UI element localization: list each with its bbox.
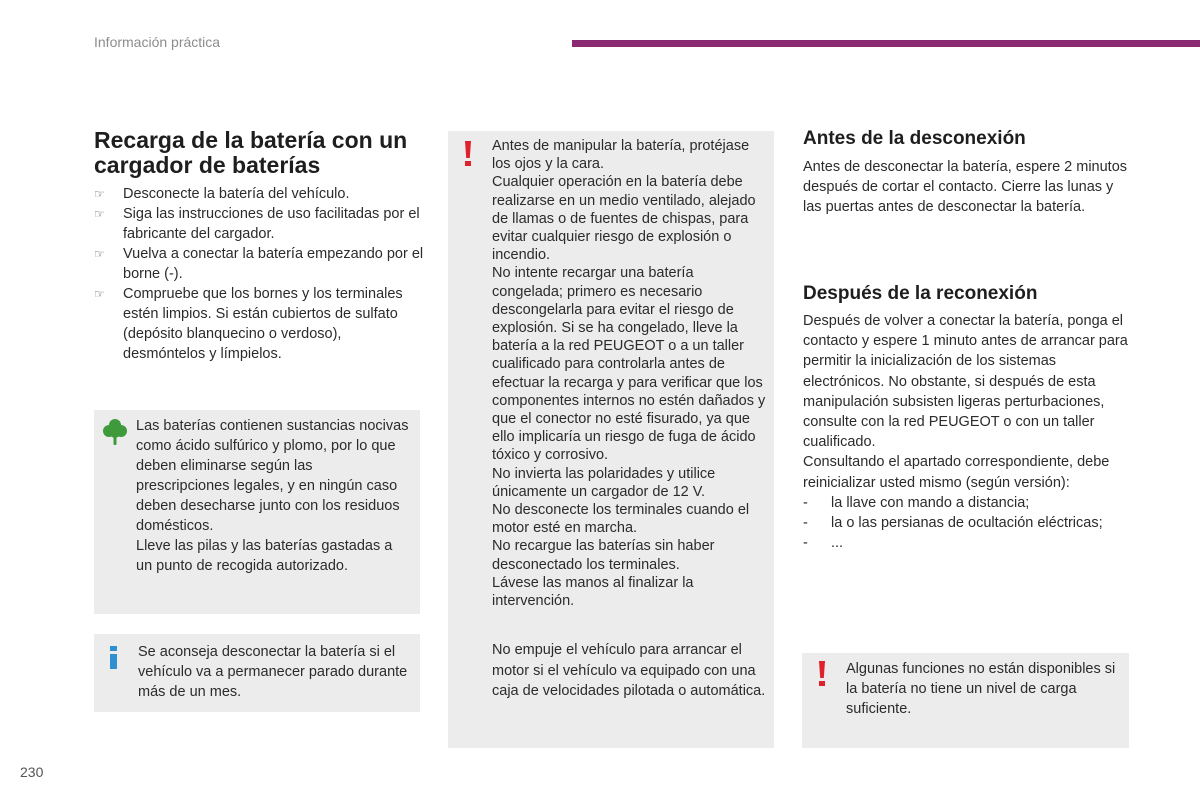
info-note-box: [94, 634, 420, 712]
list-item: [803, 493, 1133, 513]
warning2-text: Algunas funciones no están disponibles si la batería no tiene un nivel de carga suficiente.: [846, 661, 1116, 717]
pointing-hand-icon: ☞: [94, 287, 105, 301]
list-item: [94, 284, 424, 364]
section-label: Información práctica: [94, 34, 221, 50]
list-item-text: Siga las instrucciones de uso facilitadas por el fabricante del cargador.: [123, 206, 420, 242]
dash-marker: -: [803, 515, 808, 532]
list-item-text: Vuelva a conectar la batería empezando por el borne (-).: [123, 246, 424, 282]
after-reconnect-text: Consultando el apartado correspondiente, debe reinicializar usted mismo (según versión):: [803, 454, 1110, 491]
eco-note-text: Las baterías contienen sustancias nocivas como ácido sulfúrico y plomo, por lo que deben eliminarse según las prescripciones legales, y en ningún caso deben desecharse junto con los residuos domésticos.: [136, 418, 409, 534]
eco-note-text: Lleve las pilas y las baterías gastadas a un punto de recogida autorizado.: [136, 538, 393, 574]
header-accent-bar: [572, 40, 1200, 47]
page-number: 230: [20, 764, 44, 780]
list-item-text: ...: [831, 535, 844, 552]
warning-text: No intente recargar una batería congelada; primero es necesario descongelarla para evitar el riesgo de explosión. Si se ha congelado, lleve la batería a la red PEUGEOT o a un taller cualificado para controlarla antes de efectuar la recarga y para verificar que los componentes internos no estén dañados y que el conector no esté fisurado, ya que ello implicaría un riesgo de fuga de ácido tóxico y corrosivo.: [492, 265, 766, 464]
list-item: [94, 204, 424, 244]
after-reconnect-title: Después de la reconexión: [803, 283, 1038, 304]
list-item: [94, 184, 424, 204]
pointing-hand-icon: ☞: [94, 247, 105, 261]
warning-text: Lávese las manos al finalizar la intervención.: [492, 574, 694, 610]
list-item: [803, 513, 1133, 533]
dash-marker: -: [803, 535, 808, 552]
eco-note-box: [94, 410, 420, 614]
charging-steps-list: [94, 184, 424, 364]
warning-box: [448, 131, 774, 748]
leaf-icon: [102, 418, 128, 446]
after-reconnect-body: [803, 311, 1133, 553]
list-item: [94, 244, 424, 284]
warning-text: No invierta las polaridades y utilice únicamente un cargador de 12 V.: [492, 465, 716, 500]
list-item: [803, 533, 1133, 553]
pointing-hand-icon: ☞: [94, 187, 105, 201]
warning-text: No desconecte los terminales cuando el motor esté en marcha.: [492, 502, 750, 537]
list-item-text: la o las persianas de ocultación eléctricas;: [831, 515, 1103, 532]
warning-text: No recargue las baterías sin haber desconectado los terminales.: [492, 538, 715, 573]
reinit-list: [803, 493, 1133, 554]
pointing-hand-icon: ☞: [94, 207, 105, 221]
list-item-text: la llave con mando a distancia;: [831, 494, 1030, 511]
dash-marker: -: [803, 494, 808, 511]
list-item-text: Desconecte la batería del vehículo.: [123, 186, 350, 202]
after-reconnect-text: Después de volver a conectar la batería, ponga el contacto y espere 1 minuto antes de arrancar para permitir la inicialización de los sistemas electrónicos. No obstante, si después de esta manipulación subsisten ligeras perturbaciones, consulte con la red PEUGEOT o con un taller cualificado.: [803, 313, 1128, 451]
before-disconnect-title: Antes de la desconexión: [803, 128, 1026, 149]
list-item-text: Compruebe que los bornes y los terminales estén limpios. Si están cubiertos de sulfato (depósito blanquecino o verdoso), desmóntelos y límpielos.: [123, 286, 403, 362]
charging-title: Recarga de la batería con un cargador de baterías: [94, 127, 408, 178]
warning-text: Cualquier operación en la batería debe realizarse en un medio ventilado, alejado de llamas o de fuentes de chispas, para evitar cualquier riesgo de explosión o incendio.: [492, 174, 756, 264]
warning-extra-text: No empuje el vehículo para arrancar el motor si el vehículo va equipado con una caja de velocidades pilotada o automática.: [492, 642, 766, 700]
warning-text: Antes de manipular la batería, protéjase los ojos y la cara.: [492, 138, 750, 173]
info-note-text: Se aconseja desconectar la batería si el vehículo va a permanecer parado durante más de un mes.: [138, 644, 408, 700]
before-disconnect-text: Antes de desconectar la batería, espere 2 minutos después de cortar el contacto. Cierre las lunas y las puertas antes de desconectar la batería.: [803, 159, 1128, 216]
warning-box-2: [802, 653, 1129, 748]
